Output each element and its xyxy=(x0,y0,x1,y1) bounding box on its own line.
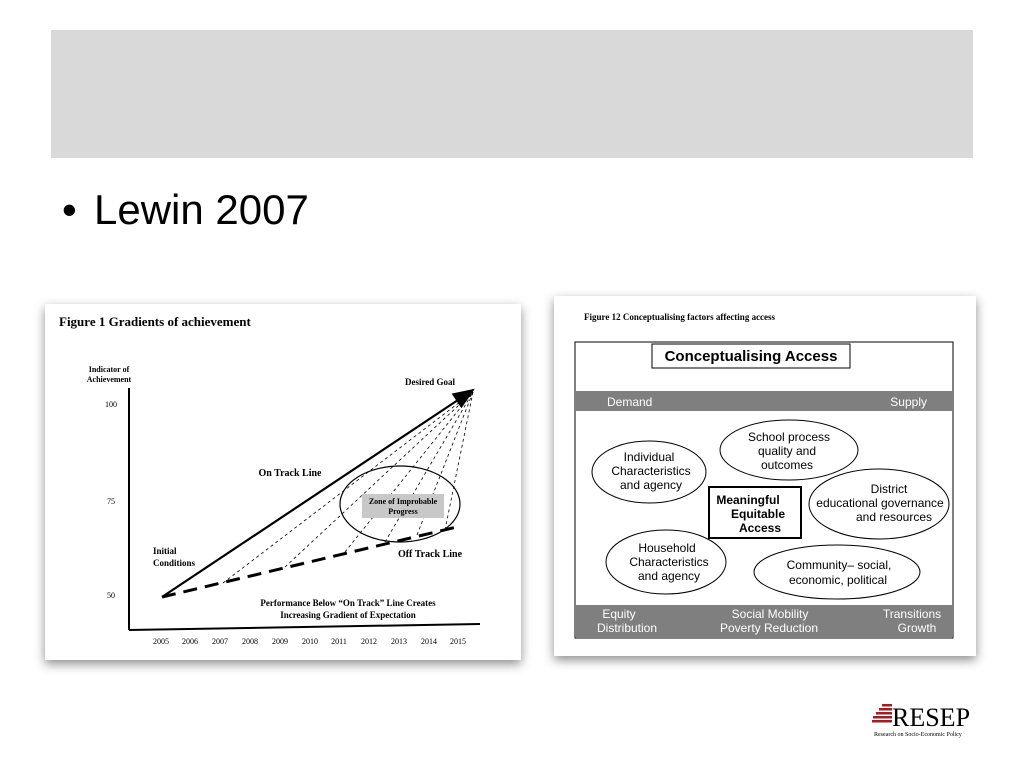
y-tick-75: 75 xyxy=(107,497,115,506)
logo-tagline: Research on Socio-Economic Policy xyxy=(874,732,962,738)
supply-label: Supply xyxy=(890,395,927,409)
off-track-line xyxy=(162,526,461,597)
bullet-text: Lewin 2007 xyxy=(94,186,309,233)
district-line2: educational governance xyxy=(816,496,944,510)
district-line3: and resources xyxy=(855,510,933,524)
bullet-glyph: • xyxy=(62,186,77,233)
y-tick-100: 100 xyxy=(105,400,117,409)
figure-gradients-of-achievement xyxy=(45,304,521,660)
center-line2: Equitable xyxy=(730,507,786,521)
zone-label-line1: Zone of Improbable xyxy=(368,497,438,506)
x-tick: 2010 xyxy=(302,637,318,646)
individual-line3: and agency xyxy=(619,478,683,492)
logo-name: RESEP xyxy=(892,703,971,732)
figure1-caption: Figure 1 Gradients of achievement xyxy=(59,314,251,329)
demand-label: Demand xyxy=(607,395,653,409)
x-tick: 2009 xyxy=(272,637,288,646)
y-tick-50: 50 xyxy=(107,591,115,600)
initial-conditions-line1: Initial xyxy=(153,546,177,556)
zone-label-line2: Progress xyxy=(388,507,418,516)
x-tick: 2011 xyxy=(331,637,347,646)
x-tick: 2006 xyxy=(182,637,198,646)
household-line1: Household xyxy=(638,541,696,555)
individual-line2: Characteristics xyxy=(611,464,691,478)
initial-conditions-line2: Conditions xyxy=(153,558,196,568)
mobility-line1: Social Mobility xyxy=(731,607,809,621)
center-line3: Access xyxy=(738,521,782,535)
diagram-title: Conceptualising Access xyxy=(664,348,838,365)
community-ellipse xyxy=(754,545,920,599)
school-line2: quality and xyxy=(757,444,817,458)
x-axis xyxy=(129,624,480,630)
on-track-label: On Track Line xyxy=(258,468,322,479)
community-line1: Community– social, xyxy=(786,558,892,572)
x-tick-labels xyxy=(153,637,466,646)
individual-line1: Individual xyxy=(623,450,675,464)
x-tick: 2015 xyxy=(450,637,466,646)
performance-note-line1: Performance Below “On Track” Line Creates xyxy=(260,598,436,608)
y-axis-label-line2: Achievement xyxy=(86,375,132,384)
bullet-item xyxy=(62,186,309,234)
transitions-line2: Growth xyxy=(897,621,937,635)
school-line1: School process xyxy=(747,430,831,444)
x-tick: 2014 xyxy=(421,637,437,646)
x-tick: 2008 xyxy=(242,637,258,646)
mobility-line2: Poverty Reduction xyxy=(719,621,819,635)
figure-conceptualising-access xyxy=(554,296,976,656)
on-track-line xyxy=(162,390,473,597)
household-line2: Characteristics xyxy=(629,555,709,569)
logo-steps-icon xyxy=(872,704,892,723)
x-tick: 2012 xyxy=(361,637,377,646)
center-line1: Meaningful xyxy=(716,493,780,507)
district-line1: District xyxy=(870,482,908,496)
y-axis-label-line1: Indicator of xyxy=(88,365,130,374)
x-tick: 2013 xyxy=(391,637,407,646)
transitions-line1: Transitions xyxy=(882,607,942,621)
desired-goal-label: Desired Goal xyxy=(404,377,456,387)
x-tick: 2007 xyxy=(212,637,228,646)
resep-logo xyxy=(872,700,984,740)
community-line2: economic, political xyxy=(788,573,888,587)
school-line3: outcomes xyxy=(760,458,814,472)
household-line3: and agency xyxy=(637,569,701,583)
off-track-label: Off Track Line xyxy=(397,549,463,560)
equity-line2: Distribution xyxy=(596,621,658,635)
equity-line1: Equity xyxy=(602,607,636,621)
performance-note-line2: Increasing Gradient of Expectation xyxy=(280,610,416,620)
title-placeholder-band xyxy=(51,30,973,158)
x-tick: 2005 xyxy=(153,637,169,646)
figure2-caption: Figure 12 Conceptualising factors affecting access xyxy=(584,312,776,322)
